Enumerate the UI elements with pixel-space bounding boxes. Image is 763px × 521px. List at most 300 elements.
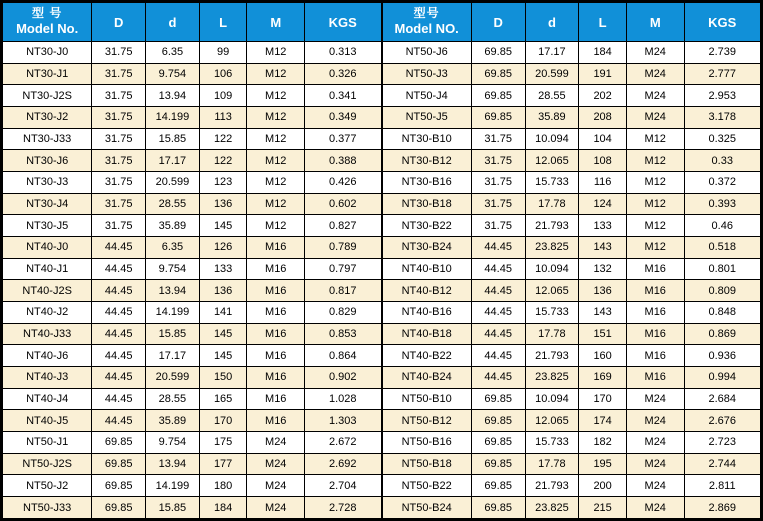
table-row	[3, 85, 382, 107]
table-row	[382, 280, 761, 302]
value-cell: 69.85	[471, 85, 525, 107]
value-cell: 69.85	[471, 63, 525, 85]
col-header-M: M	[247, 3, 305, 42]
value-cell: 44.45	[92, 388, 146, 410]
value-cell: 69.85	[92, 475, 146, 497]
table-row	[3, 475, 382, 497]
value-cell: M12	[247, 107, 305, 129]
value-cell: 20.599	[525, 63, 579, 85]
table-row	[3, 367, 382, 389]
model-cell: NT30-J2	[3, 107, 92, 129]
col-header-d: d	[525, 3, 579, 42]
value-cell: 0.393	[684, 193, 761, 215]
value-cell: 141	[199, 302, 247, 324]
table-row	[382, 302, 761, 324]
value-cell: 122	[199, 150, 247, 172]
value-cell: 184	[579, 42, 627, 64]
table-row	[3, 453, 382, 475]
value-cell: 145	[199, 323, 247, 345]
value-cell: 0.326	[305, 63, 382, 85]
value-cell: 31.75	[92, 150, 146, 172]
value-cell: 69.85	[471, 410, 525, 432]
col-header-M: M	[626, 3, 684, 42]
model-cell: NT40-B22	[382, 345, 471, 367]
value-cell: M16	[626, 258, 684, 280]
value-cell: 136	[199, 280, 247, 302]
table-row	[3, 63, 382, 85]
value-cell: 2.869	[684, 497, 761, 519]
header-row	[382, 3, 761, 42]
value-cell: 136	[579, 280, 627, 302]
table-row	[382, 193, 761, 215]
model-cell: NT50-B22	[382, 475, 471, 497]
value-cell: 126	[199, 237, 247, 259]
value-cell: 44.45	[471, 237, 525, 259]
value-cell: 2.777	[684, 63, 761, 85]
model-cell: NT50-J4	[382, 85, 471, 107]
value-cell: 0.313	[305, 42, 382, 64]
value-cell: 2.676	[684, 410, 761, 432]
value-cell: 0.848	[684, 302, 761, 324]
value-cell: 31.75	[92, 42, 146, 64]
value-cell: 17.17	[146, 345, 200, 367]
value-cell: 143	[579, 302, 627, 324]
value-cell: M12	[626, 128, 684, 150]
model-cell: NT30-J5	[3, 215, 92, 237]
table-row	[382, 388, 761, 410]
value-cell: M12	[247, 150, 305, 172]
value-cell: 123	[199, 172, 247, 194]
value-cell: 9.754	[146, 432, 200, 454]
value-cell: M24	[626, 475, 684, 497]
value-cell: 69.85	[92, 497, 146, 519]
value-cell: 170	[579, 388, 627, 410]
value-cell: 9.754	[146, 258, 200, 280]
table-row	[382, 85, 761, 107]
value-cell: 133	[199, 258, 247, 280]
value-cell: 69.85	[92, 432, 146, 454]
value-cell: 31.75	[92, 215, 146, 237]
table-row	[3, 42, 382, 64]
value-cell: 170	[199, 410, 247, 432]
value-cell: M24	[247, 497, 305, 519]
table-row	[3, 128, 382, 150]
col-header-D: D	[471, 3, 525, 42]
table-row	[3, 302, 382, 324]
model-cell: NT50-J1	[3, 432, 92, 454]
col-header-KGS: KGS	[684, 3, 761, 42]
value-cell: M12	[247, 85, 305, 107]
value-cell: 28.55	[146, 193, 200, 215]
model-cell: NT40-J2S	[3, 280, 92, 302]
value-cell: 165	[199, 388, 247, 410]
col-header-L: L	[199, 3, 247, 42]
model-cell: NT40-J3	[3, 367, 92, 389]
value-cell: 28.55	[146, 388, 200, 410]
value-cell: 208	[579, 107, 627, 129]
model-cell: NT40-J5	[3, 410, 92, 432]
value-cell: 31.75	[471, 172, 525, 194]
model-cell: NT50-J33	[3, 497, 92, 519]
value-cell: 14.199	[146, 475, 200, 497]
value-cell: 0.994	[684, 367, 761, 389]
value-cell: 3.178	[684, 107, 761, 129]
value-cell: 6.35	[146, 42, 200, 64]
spec-table-left	[2, 2, 382, 519]
value-cell: 35.89	[146, 410, 200, 432]
value-cell: 13.94	[146, 453, 200, 475]
table-row	[3, 107, 382, 129]
table-row	[3, 432, 382, 454]
table-row	[3, 215, 382, 237]
value-cell: 23.825	[525, 237, 579, 259]
value-cell: M16	[626, 302, 684, 324]
model-cell: NT40-B16	[382, 302, 471, 324]
value-cell: 44.45	[92, 323, 146, 345]
value-cell: 69.85	[471, 497, 525, 519]
value-cell: 31.75	[471, 128, 525, 150]
table-row	[3, 323, 382, 345]
table-row	[3, 410, 382, 432]
value-cell: 31.75	[92, 85, 146, 107]
table-row	[382, 453, 761, 475]
model-cell: NT50-B16	[382, 432, 471, 454]
value-cell: 202	[579, 85, 627, 107]
col-header-L: L	[579, 3, 627, 42]
value-cell: 136	[199, 193, 247, 215]
value-cell: 1.028	[305, 388, 382, 410]
value-cell: M16	[247, 388, 305, 410]
value-cell: 23.825	[525, 497, 579, 519]
value-cell: 104	[579, 128, 627, 150]
model-header-en: Model NO.	[394, 21, 459, 37]
value-cell: 2.672	[305, 432, 382, 454]
value-cell: 180	[199, 475, 247, 497]
value-cell: 0.853	[305, 323, 382, 345]
table-row	[3, 497, 382, 519]
value-cell: 31.75	[92, 193, 146, 215]
model-cell: NT30-B16	[382, 172, 471, 194]
table-row	[382, 172, 761, 194]
value-cell: 12.065	[525, 410, 579, 432]
table-row	[382, 128, 761, 150]
value-cell: 160	[579, 345, 627, 367]
value-cell: 6.35	[146, 237, 200, 259]
value-cell: 21.793	[525, 475, 579, 497]
value-cell: M16	[626, 323, 684, 345]
value-cell: 31.75	[92, 107, 146, 129]
model-cell: NT50-J3	[382, 63, 471, 85]
model-cell: NT30-B18	[382, 193, 471, 215]
value-cell: 151	[579, 323, 627, 345]
value-cell: M12	[626, 193, 684, 215]
table-row	[382, 345, 761, 367]
value-cell: 1.303	[305, 410, 382, 432]
model-cell: NT50-J6	[382, 42, 471, 64]
value-cell: 31.75	[471, 193, 525, 215]
value-cell: 9.754	[146, 63, 200, 85]
table-row	[382, 258, 761, 280]
value-cell: M12	[247, 42, 305, 64]
value-cell: 184	[199, 497, 247, 519]
model-cell: NT50-B18	[382, 453, 471, 475]
model-cell: NT40-J1	[3, 258, 92, 280]
value-cell: 191	[579, 63, 627, 85]
value-cell: M16	[247, 323, 305, 345]
value-cell: 113	[199, 107, 247, 129]
value-cell: 44.45	[92, 237, 146, 259]
value-cell: 10.094	[525, 258, 579, 280]
model-header-cn: 型 号	[31, 6, 63, 21]
value-cell: M16	[247, 258, 305, 280]
model-cell: NT40-J4	[3, 388, 92, 410]
value-cell: 0.349	[305, 107, 382, 129]
value-cell: 116	[579, 172, 627, 194]
value-cell: 17.17	[146, 150, 200, 172]
value-cell: 15.733	[525, 432, 579, 454]
value-cell: M16	[247, 280, 305, 302]
value-cell: 182	[579, 432, 627, 454]
value-cell: M12	[247, 172, 305, 194]
value-cell: 0.341	[305, 85, 382, 107]
model-cell: NT40-B18	[382, 323, 471, 345]
value-cell: 0.869	[684, 323, 761, 345]
table-row	[382, 410, 761, 432]
value-cell: 0.801	[684, 258, 761, 280]
value-cell: 0.827	[305, 215, 382, 237]
value-cell: 133	[579, 215, 627, 237]
value-cell: 69.85	[471, 453, 525, 475]
value-cell: 31.75	[471, 150, 525, 172]
value-cell: M16	[626, 280, 684, 302]
value-cell: 44.45	[92, 367, 146, 389]
value-cell: 17.78	[525, 453, 579, 475]
value-cell: 2.811	[684, 475, 761, 497]
value-cell: 99	[199, 42, 247, 64]
value-cell: M24	[626, 432, 684, 454]
table-body-left	[3, 42, 382, 519]
value-cell: 0.325	[684, 128, 761, 150]
table-row	[3, 258, 382, 280]
value-cell: 44.45	[92, 410, 146, 432]
value-cell: 44.45	[471, 323, 525, 345]
value-cell: 0.377	[305, 128, 382, 150]
value-cell: 0.829	[305, 302, 382, 324]
model-header-cell	[382, 3, 471, 42]
value-cell: 169	[579, 367, 627, 389]
model-header-cn: 型号	[413, 6, 440, 21]
value-cell: 200	[579, 475, 627, 497]
value-cell: M24	[247, 453, 305, 475]
model-cell: NT30-J0	[3, 42, 92, 64]
value-cell: 0.797	[305, 258, 382, 280]
value-cell: 0.602	[305, 193, 382, 215]
model-cell: NT30-J3	[3, 172, 92, 194]
value-cell: 15.85	[146, 323, 200, 345]
table-row	[382, 107, 761, 129]
value-cell: 15.733	[525, 302, 579, 324]
model-cell: NT30-B24	[382, 237, 471, 259]
value-cell: 35.89	[146, 215, 200, 237]
value-cell: 215	[579, 497, 627, 519]
value-cell: 2.953	[684, 85, 761, 107]
value-cell: M24	[626, 85, 684, 107]
value-cell: 14.199	[146, 107, 200, 129]
value-cell: 0.789	[305, 237, 382, 259]
value-cell: M24	[626, 497, 684, 519]
model-cell: NT30-J33	[3, 128, 92, 150]
value-cell: M12	[247, 215, 305, 237]
value-cell: 10.094	[525, 388, 579, 410]
table-row	[382, 432, 761, 454]
value-cell: 2.744	[684, 453, 761, 475]
value-cell: 44.45	[92, 258, 146, 280]
value-cell: 44.45	[92, 345, 146, 367]
table-row	[3, 345, 382, 367]
value-cell: 12.065	[525, 280, 579, 302]
value-cell: M16	[247, 410, 305, 432]
table-row	[382, 42, 761, 64]
value-cell: 0.817	[305, 280, 382, 302]
value-cell: 0.426	[305, 172, 382, 194]
spec-table-right	[382, 2, 762, 519]
value-cell: 69.85	[471, 432, 525, 454]
col-header-D: D	[92, 3, 146, 42]
value-cell: 0.864	[305, 345, 382, 367]
model-cell: NT50-J2S	[3, 453, 92, 475]
model-cell: NT40-B10	[382, 258, 471, 280]
value-cell: M12	[247, 63, 305, 85]
model-cell: NT40-J0	[3, 237, 92, 259]
value-cell: 195	[579, 453, 627, 475]
value-cell: 31.75	[92, 63, 146, 85]
value-cell: 145	[199, 345, 247, 367]
value-cell: 44.45	[92, 302, 146, 324]
table-row	[382, 150, 761, 172]
model-cell: NT50-J2	[3, 475, 92, 497]
table-row	[382, 63, 761, 85]
value-cell: M24	[626, 388, 684, 410]
value-cell: M16	[247, 367, 305, 389]
value-cell: 0.388	[305, 150, 382, 172]
value-cell: 2.739	[684, 42, 761, 64]
header-row	[3, 3, 382, 42]
table-row	[3, 237, 382, 259]
value-cell: 31.75	[471, 215, 525, 237]
model-cell: NT40-J2	[3, 302, 92, 324]
model-cell: NT40-J6	[3, 345, 92, 367]
model-cell: NT40-B12	[382, 280, 471, 302]
value-cell: 69.85	[92, 453, 146, 475]
model-cell: NT40-J33	[3, 323, 92, 345]
value-cell: M16	[247, 237, 305, 259]
value-cell: M24	[626, 453, 684, 475]
value-cell: M16	[626, 367, 684, 389]
value-cell: 17.17	[525, 42, 579, 64]
value-cell: 15.85	[146, 497, 200, 519]
value-cell: 2.723	[684, 432, 761, 454]
value-cell: 35.89	[525, 107, 579, 129]
value-cell: M12	[247, 193, 305, 215]
value-cell: 13.94	[146, 85, 200, 107]
model-cell: NT50-B24	[382, 497, 471, 519]
value-cell: 132	[579, 258, 627, 280]
table-row	[382, 215, 761, 237]
value-cell: 2.728	[305, 497, 382, 519]
value-cell: 44.45	[471, 258, 525, 280]
value-cell: 145	[199, 215, 247, 237]
table-row	[382, 475, 761, 497]
value-cell: 177	[199, 453, 247, 475]
value-cell: M16	[626, 345, 684, 367]
value-cell: 69.85	[471, 475, 525, 497]
value-cell: M24	[247, 475, 305, 497]
value-cell: 2.692	[305, 453, 382, 475]
value-cell: 0.936	[684, 345, 761, 367]
table-row	[382, 323, 761, 345]
value-cell: 10.094	[525, 128, 579, 150]
value-cell: 31.75	[92, 172, 146, 194]
value-cell: 143	[579, 237, 627, 259]
value-cell: M24	[626, 42, 684, 64]
value-cell: 150	[199, 367, 247, 389]
model-cell: NT30-B22	[382, 215, 471, 237]
value-cell: 44.45	[92, 280, 146, 302]
value-cell: 0.372	[684, 172, 761, 194]
table-row	[382, 367, 761, 389]
value-cell: 0.902	[305, 367, 382, 389]
value-cell: 0.33	[684, 150, 761, 172]
model-cell: NT30-B12	[382, 150, 471, 172]
value-cell: 23.825	[525, 367, 579, 389]
value-cell: M16	[247, 302, 305, 324]
value-cell: 15.733	[525, 172, 579, 194]
value-cell: 31.75	[92, 128, 146, 150]
model-cell: NT30-J6	[3, 150, 92, 172]
value-cell: 13.94	[146, 280, 200, 302]
value-cell: 20.599	[146, 367, 200, 389]
value-cell: 106	[199, 63, 247, 85]
value-cell: 108	[579, 150, 627, 172]
model-cell: NT40-B24	[382, 367, 471, 389]
value-cell: 44.45	[471, 345, 525, 367]
value-cell: M16	[247, 345, 305, 367]
value-cell: 44.45	[471, 367, 525, 389]
model-header-en: Model No.	[16, 21, 79, 37]
value-cell: 44.45	[471, 280, 525, 302]
value-cell: M12	[626, 237, 684, 259]
table-row	[3, 280, 382, 302]
table-row	[382, 497, 761, 519]
table-body-right	[382, 42, 761, 519]
table-row	[3, 150, 382, 172]
col-header-KGS: KGS	[305, 3, 382, 42]
value-cell: 0.46	[684, 215, 761, 237]
value-cell: M24	[626, 410, 684, 432]
value-cell: M12	[626, 150, 684, 172]
value-cell: 175	[199, 432, 247, 454]
value-cell: M24	[626, 107, 684, 129]
value-cell: 21.793	[525, 345, 579, 367]
value-cell: 28.55	[525, 85, 579, 107]
value-cell: 174	[579, 410, 627, 432]
model-cell: NT30-J1	[3, 63, 92, 85]
table-row	[382, 237, 761, 259]
value-cell: 0.518	[684, 237, 761, 259]
col-header-d: d	[146, 3, 200, 42]
table-row	[3, 172, 382, 194]
value-cell: 21.793	[525, 215, 579, 237]
